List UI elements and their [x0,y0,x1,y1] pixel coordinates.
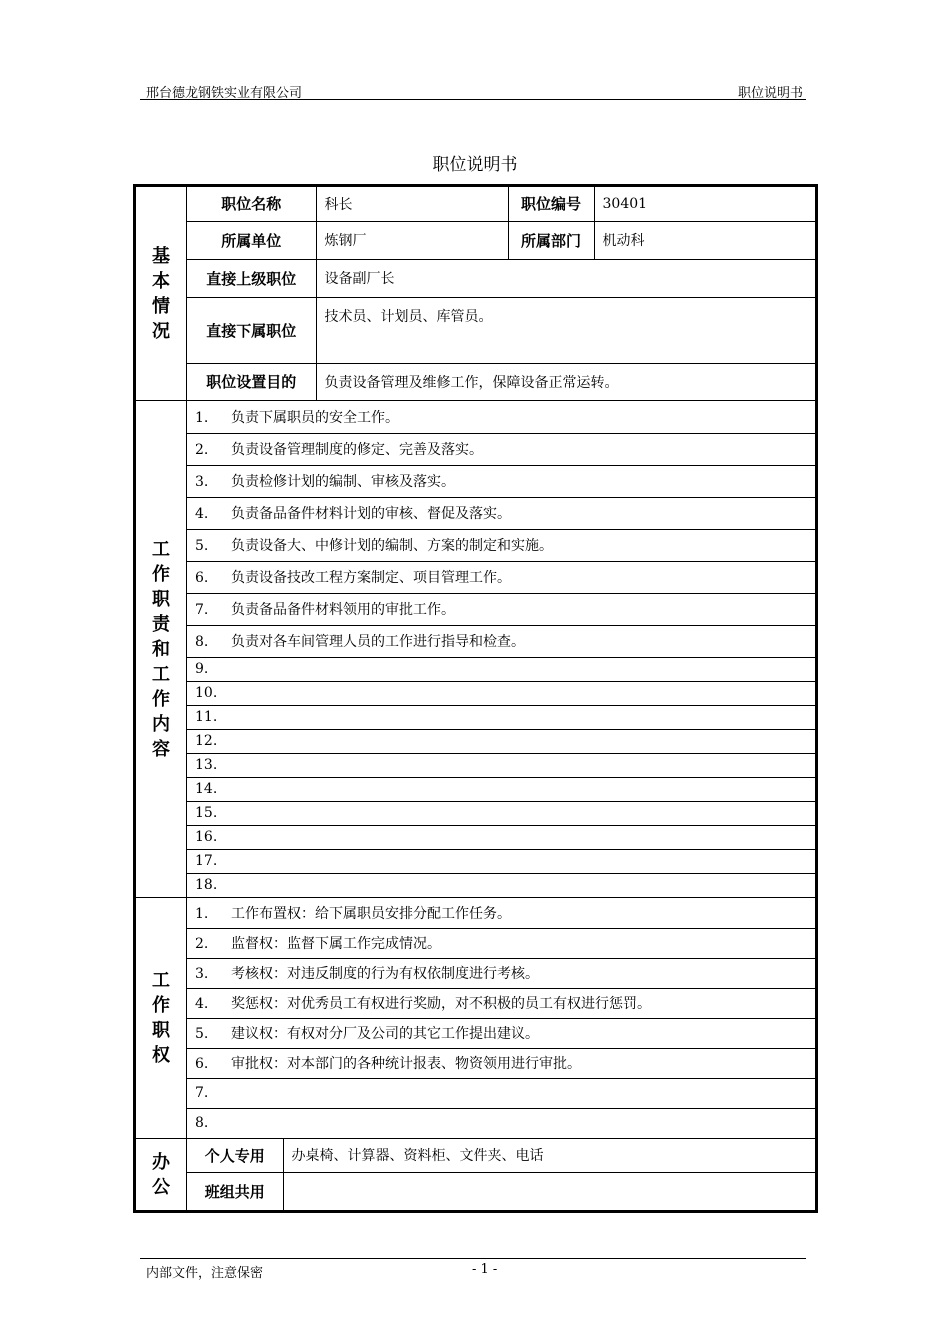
authority-text: 奖惩权：对优秀员工有权进行奖励，对不积极的员工有权进行惩罚。 [231,996,651,1012]
duty-row [187,401,815,433]
duty-text: 负责设备管理制度的修定、完善及落实。 [231,442,483,458]
duty-cell [187,801,815,825]
purpose-value: 负责设备管理及维修工作，保障设备正常运转。 [316,363,815,400]
duty-row [187,753,815,777]
footer-rule [140,1258,806,1259]
section-basic-label [135,186,187,401]
authority-text: 监督权：监督下属工作完成情况。 [231,936,441,952]
authority-row [187,988,815,1018]
authority-cell [187,1078,815,1108]
duty-cell [187,465,815,497]
unit-label: 所属单位 [187,221,316,259]
authority-row [187,1078,815,1108]
duty-row [187,593,815,625]
section-duties-text: 工 作 职 责 和 工 作 内 容 [152,538,170,760]
authority-row [187,1018,815,1048]
duty-number: 5. [195,538,209,554]
duty-number: 7. [195,602,209,618]
duty-text: 负责设备大、中修计划的编制、方案的制定和实施。 [231,538,553,554]
authority-number: 3. [195,966,209,982]
duty-number: 8. [195,634,209,650]
duty-row [187,465,815,497]
duty-cell [187,529,815,561]
authority-text: 考核权：对违反制度的行为有权依制度进行考核。 [231,966,539,982]
document-title: 职位说明书 [432,155,518,175]
duty-text: 负责备品备件材料领用的审批工作。 [231,602,455,618]
authority-number: 2. [195,936,209,952]
duty-number: 6. [195,570,209,586]
subordinate-label: 直接下属职位 [187,297,316,363]
section-basic-text: 基 本 情 况 [152,245,170,342]
duty-cell [187,873,815,897]
duty-row [187,529,815,561]
dept-value: 机动科 [594,221,815,259]
duty-cell [187,593,815,625]
duty-cell [187,657,815,681]
authority-text: 工作布置权：给下属职员安排分配工作任务。 [231,905,511,922]
section-authority-label [135,898,187,1139]
authority-text: 建议权：有权对分厂及公司的其它工作提出建议。 [231,1026,539,1042]
authority-row [187,928,815,958]
duty-row [187,873,815,897]
duty-row [187,705,815,729]
subordinate-value: 技术员、计划员、库管员。 [316,297,815,363]
authority-number: 7. [195,1085,209,1101]
authority-table [187,898,815,1138]
duty-number: 1. [195,409,209,426]
duty-row [187,497,815,529]
authority-row [187,1048,815,1078]
authority-text: 审批权：对本部门的各种统计报表、物资领用进行审批。 [231,1056,581,1072]
authority-number: 5. [195,1026,209,1042]
position-name-value: 科长 [316,187,508,221]
duty-row [187,801,815,825]
authority-number: 1. [195,905,209,922]
duty-text: 负责下属职员的安全工作。 [231,409,399,426]
authority-cell [187,898,815,928]
duty-number: 2. [195,442,209,458]
duty-cell [187,681,815,705]
section-authority-text: 工 作 职 权 [152,970,170,1066]
duty-text: 负责设备技改工程方案制定、项目管理工作。 [231,570,511,586]
duty-number: 9. [195,661,209,677]
duty-cell [187,401,815,433]
duty-number: 12. [195,733,218,749]
duty-number: 10. [195,685,218,701]
authority-cell [187,928,815,958]
authority-row [187,1108,815,1138]
footer-note: 内部文件，注意保密 [146,1266,264,1281]
duty-number: 13. [195,757,218,773]
duty-row [187,777,815,801]
superior-value: 设备副厂长 [316,259,815,297]
duty-text: 负责检修计划的编制、审核及落实。 [231,474,455,490]
authority-row [187,898,815,928]
basic-info-table [187,187,815,400]
personal-value: 办桌椅、计算器、资料柜、文件夹、电话 [283,1139,815,1172]
job-description-table [133,184,818,1213]
duty-number: 16. [195,829,218,845]
duty-number: 3. [195,474,209,490]
header-rule [140,99,806,100]
duty-row [187,681,815,705]
duties-table [187,401,815,897]
authority-cell [187,988,815,1018]
duty-number: 17. [195,853,218,869]
duty-cell [187,625,815,657]
duty-number: 4. [195,506,209,522]
superior-label: 直接上级职位 [187,259,316,297]
duty-cell [187,777,815,801]
position-name-label: 职位名称 [187,187,316,221]
duty-number: 11. [195,709,218,725]
section-office-label [135,1139,187,1212]
duty-cell [187,433,815,465]
authority-cell [187,1108,815,1138]
authority-number: 6. [195,1056,209,1072]
header-doc-type: 职位说明书 [738,86,804,101]
header-company: 邢台德龙钢铁实业有限公司 [146,86,303,101]
duty-number: 15. [195,805,218,821]
duty-cell [187,561,815,593]
shared-value [283,1172,815,1210]
duty-cell [187,849,815,873]
purpose-label: 职位设置目的 [187,363,316,400]
section-duties-label [135,401,187,898]
duty-row [187,849,815,873]
duty-cell [187,705,815,729]
duty-row [187,561,815,593]
duty-row [187,657,815,681]
dept-label: 所属部门 [508,221,594,259]
duty-text: 负责备品备件材料计划的审核、督促及落实。 [231,506,511,522]
duty-cell [187,753,815,777]
position-code-value: 30401 [594,187,815,221]
section-office-text: 办 公 [152,1151,170,1198]
authority-number: 4. [195,996,209,1012]
duty-number: 18. [195,877,218,894]
authority-row [187,958,815,988]
office-table [187,1139,815,1210]
authority-number: 8. [195,1115,209,1132]
duty-text: 负责对各车间管理人员的工作进行指导和检查。 [231,634,525,650]
position-code-label: 职位编号 [508,187,594,221]
duty-row [187,825,815,849]
duty-row [187,729,815,753]
duty-cell [187,729,815,753]
unit-value: 炼钢厂 [316,221,508,259]
duty-row [187,625,815,657]
authority-cell [187,958,815,988]
duty-cell [187,825,815,849]
duty-row [187,433,815,465]
shared-label: 班组共用 [187,1172,283,1210]
authority-cell [187,1048,815,1078]
authority-cell [187,1018,815,1048]
duty-cell [187,497,815,529]
duty-number: 14. [195,781,218,797]
footer-page-number: - 1 - [472,1262,498,1277]
personal-label: 个人专用 [187,1139,283,1172]
